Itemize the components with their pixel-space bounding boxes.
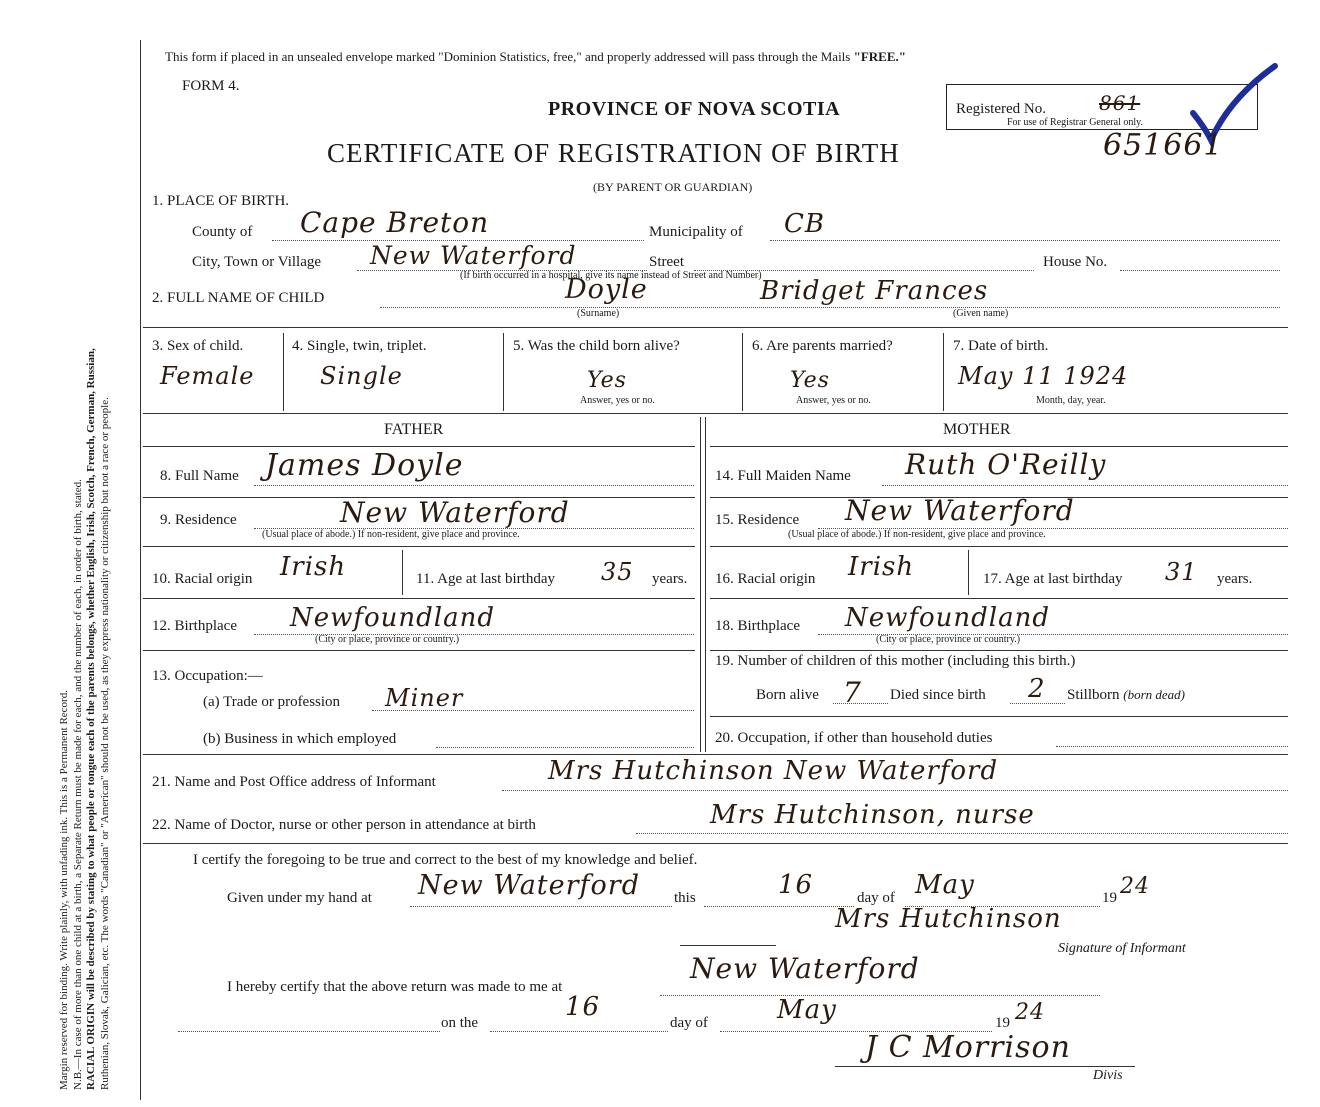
father-name-line xyxy=(254,485,694,486)
free-label: "FREE." xyxy=(853,49,906,64)
child-name-line xyxy=(380,307,1280,308)
page-title: CERTIFICATE OF REGISTRATION OF BIRTH xyxy=(327,138,900,168)
mother-age-label: 17. Age at last birthday xyxy=(983,571,1123,587)
house-line xyxy=(1120,270,1280,271)
father-name-label: 8. Full Name xyxy=(160,468,239,484)
reg-month-value: May xyxy=(777,995,837,1025)
father-age-label: 11. Age at last birthday xyxy=(416,571,555,587)
registrar-prefix-line xyxy=(178,1031,440,1032)
mother-name-line xyxy=(882,485,1288,486)
informant-signature-label: Signature of Informant xyxy=(1058,941,1186,956)
mother-occupation-line xyxy=(1056,746,1288,747)
alive-note: Answer, yes or no. xyxy=(580,395,655,406)
mother-birthplace-note: (City or place, province or country.) xyxy=(876,634,1021,645)
dayof-label: day of xyxy=(857,890,895,906)
divider xyxy=(143,446,695,447)
dob-value: May 11 1924 xyxy=(958,362,1129,390)
surname-note: (Surname) xyxy=(577,308,620,319)
county-label: County of xyxy=(192,224,253,240)
province-title: PROVINCE OF NOVA SCOTIA xyxy=(548,98,841,120)
registrar-place-value: New Waterford xyxy=(690,952,920,985)
month-value: May xyxy=(915,870,975,900)
registrar-text: I hereby certify that the above return was made to me at xyxy=(227,979,563,995)
county-value: Cape Breton xyxy=(300,206,490,239)
margin-line: Margin reserved for binding. Write plainly, with unfading ink. This is a Permanent Record. xyxy=(58,690,70,1090)
married-label: 6. Are parents married? xyxy=(752,338,893,354)
divis-label: Divis xyxy=(1093,1068,1123,1083)
mother-birthplace-label: 18. Birthplace xyxy=(715,618,800,634)
divider xyxy=(402,550,403,595)
father-age-value: 35 xyxy=(601,558,634,586)
father-trade-label: (a) Trade or profession xyxy=(203,694,341,710)
street-label: Street xyxy=(649,254,684,270)
margin-line: Ruthenian, Slovak, Galician, etc. The words "Canadian" or "American" should not be used, as they express nationality or citizenship but not a race or people. xyxy=(98,397,111,1090)
mother-name-value: Ruth O'Reilly xyxy=(905,448,1107,481)
margin-text xyxy=(58,348,112,1090)
father-racial-value: Irish xyxy=(280,552,347,582)
mother-residence-note: (Usual place of abode.) If non-resident, give place and province. xyxy=(788,529,1046,540)
mother-age-unit: years. xyxy=(1217,571,1253,587)
divider xyxy=(710,716,1288,717)
single-value: Single xyxy=(320,362,403,390)
margin-notes xyxy=(58,348,111,1091)
registered-note: For use of Registrar General only. xyxy=(1007,117,1143,128)
sex-label: 3. Sex of child. xyxy=(152,338,244,354)
mother-occupation-label: 20. Occupation, if other than household duties xyxy=(715,730,993,746)
informant-line xyxy=(502,790,1288,791)
divider xyxy=(143,546,695,547)
father-residence-value: New Waterford xyxy=(340,496,570,529)
father-business-label: (b) Business in which employed xyxy=(203,731,397,747)
municipality-line xyxy=(770,240,1280,241)
mother-racial-label: 16. Racial origin xyxy=(715,571,816,587)
city-value: New Waterford xyxy=(370,241,577,270)
divider xyxy=(143,413,1288,414)
stillborn-label xyxy=(1067,687,1185,704)
place-of-birth-label: 1. PLACE OF BIRTH. xyxy=(152,193,290,209)
sex-value: Female xyxy=(160,362,255,390)
children-count-label: 19. Number of children of this mother (including this birth.) xyxy=(715,653,1076,669)
father-racial-label: 10. Racial origin xyxy=(152,571,253,587)
child-given-name: Bridget Frances xyxy=(760,276,989,306)
divider xyxy=(710,446,1288,447)
reg-year-suffix: 24 xyxy=(1015,1000,1045,1025)
father-occupation-label: 13. Occupation:— xyxy=(152,668,263,684)
mother-heading: MOTHER xyxy=(943,421,1011,438)
mail-notice-text: This form if placed in an unsealed envelope marked "Dominion Statistics, free," and properly addressed will pass through the Mails xyxy=(165,49,851,64)
dob-note: Month, day, year. xyxy=(1036,395,1106,406)
divider xyxy=(742,333,743,411)
house-label: House No. xyxy=(1043,254,1108,270)
mother-birthplace-value: Newfoundland xyxy=(845,603,1051,633)
alive-value: Yes xyxy=(587,368,627,393)
died-label: Died since birth xyxy=(890,687,986,703)
mother-residence-value: New Waterford xyxy=(845,494,1075,527)
divider xyxy=(680,945,776,946)
divider xyxy=(710,650,1288,651)
father-residence-note: (Usual place of abode.) If non-resident, give place and province. xyxy=(262,529,520,540)
on-day-line xyxy=(490,1031,668,1032)
given-place-line xyxy=(410,906,672,907)
margin-line: RACIAL ORIGIN will be described by stating to what people or tongue each of the parents belongs, whether English, Irish, Scotch, French, German, Russian, xyxy=(85,348,97,1090)
divider xyxy=(143,327,1288,328)
born-alive-value: 7 xyxy=(843,676,862,709)
stillborn-note: (born dead) xyxy=(1123,687,1186,702)
binding-margin-line xyxy=(140,40,141,1100)
registered-number: 861 xyxy=(1099,91,1141,115)
divider xyxy=(943,333,944,411)
informant-value: Mrs Hutchinson New Waterford xyxy=(548,756,999,786)
mother-name-label: 14. Full Maiden Name xyxy=(715,468,851,484)
born-alive-label: Born alive xyxy=(756,687,819,703)
married-note: Answer, yes or no. xyxy=(796,395,871,406)
divider xyxy=(143,650,695,651)
child-surname: Doyle xyxy=(565,274,648,305)
father-age-unit: years. xyxy=(652,571,688,587)
this-day-value: 16 xyxy=(778,870,814,900)
registrar-signature: J C Morrison xyxy=(865,1030,1071,1065)
informant-label: 21. Name and Post Office address of Informant xyxy=(152,774,436,790)
registrar-place-line xyxy=(660,995,1100,996)
mother-age-value: 31 xyxy=(1165,558,1198,586)
year-prefix: 19 xyxy=(1102,890,1117,906)
mother-racial-value: Irish xyxy=(848,552,915,582)
this-day-line xyxy=(704,906,854,907)
father-residence-label: 9. Residence xyxy=(160,512,237,528)
center-divider xyxy=(705,417,706,752)
hospital-note: (If birth occurred in a hospital, give its name instead of Street and Number) xyxy=(460,270,762,281)
doctor-label: 22. Name of Doctor, nurse or other person in attendance at birth xyxy=(152,817,536,833)
doctor-line xyxy=(636,833,1288,834)
page-subtitle: (BY PARENT OR GUARDIAN) xyxy=(593,180,753,194)
divider xyxy=(143,598,695,599)
dob-label: 7. Date of birth. xyxy=(953,338,1049,354)
this-label: this xyxy=(674,890,696,906)
stamp-number: 651661 xyxy=(1103,128,1224,163)
divider xyxy=(710,598,1288,599)
mail-notice xyxy=(165,49,906,65)
on-the-label: on the xyxy=(441,1015,479,1031)
father-heading: FATHER xyxy=(384,421,444,438)
municipality-value: CB xyxy=(784,209,825,239)
father-birthplace-label: 12. Birthplace xyxy=(152,618,237,634)
municipality-label: Municipality of xyxy=(649,224,743,240)
registered-label: Registered No. xyxy=(956,101,1046,117)
child-name-label: 2. FULL NAME OF CHILD xyxy=(152,290,325,306)
died-value: 2 xyxy=(1028,674,1046,704)
alive-label: 5. Was the child born alive? xyxy=(513,338,680,354)
center-divider xyxy=(700,417,701,752)
doctor-value: Mrs Hutchinson, nurse xyxy=(710,800,1035,830)
reg-year-prefix: 19 xyxy=(995,1015,1010,1031)
given-place-value: New Waterford xyxy=(418,870,640,901)
on-day-value: 16 xyxy=(565,992,601,1022)
day-of-label: day of xyxy=(670,1015,708,1031)
city-label: City, Town or Village xyxy=(192,254,322,270)
margin-line: N.B.—In case of more than one child at a birth, a Separate Return must be made for each, and the number of each, in order of birth, stated. xyxy=(71,479,84,1090)
stillborn-text: Stillborn xyxy=(1067,687,1120,703)
form-number: FORM 4. xyxy=(182,78,240,94)
informant-signature: Mrs Hutchinson xyxy=(835,904,1062,934)
certify-text: I certify the foregoing to be true and correct to the best of my knowledge and belief. xyxy=(193,852,698,868)
married-value: Yes xyxy=(790,368,830,393)
divider xyxy=(968,550,969,595)
divider xyxy=(835,1066,1135,1067)
divider xyxy=(143,754,1288,755)
father-birthplace-note: (City or place, province or country.) xyxy=(315,634,460,645)
mother-residence-label: 15. Residence xyxy=(715,512,800,528)
divider xyxy=(503,333,504,411)
father-business-line xyxy=(436,747,694,748)
father-birthplace-value: Newfoundland xyxy=(290,603,496,633)
father-name-value: James Doyle xyxy=(265,448,464,483)
given-label: Given under my hand at xyxy=(227,890,372,906)
father-trade-value: Miner xyxy=(385,684,464,712)
divider xyxy=(710,546,1288,547)
divider xyxy=(283,333,284,411)
single-label: 4. Single, twin, triplet. xyxy=(292,338,427,354)
divider xyxy=(143,843,1288,844)
year-suffix: 24 xyxy=(1120,874,1150,899)
given-note: (Given name) xyxy=(953,308,1009,319)
